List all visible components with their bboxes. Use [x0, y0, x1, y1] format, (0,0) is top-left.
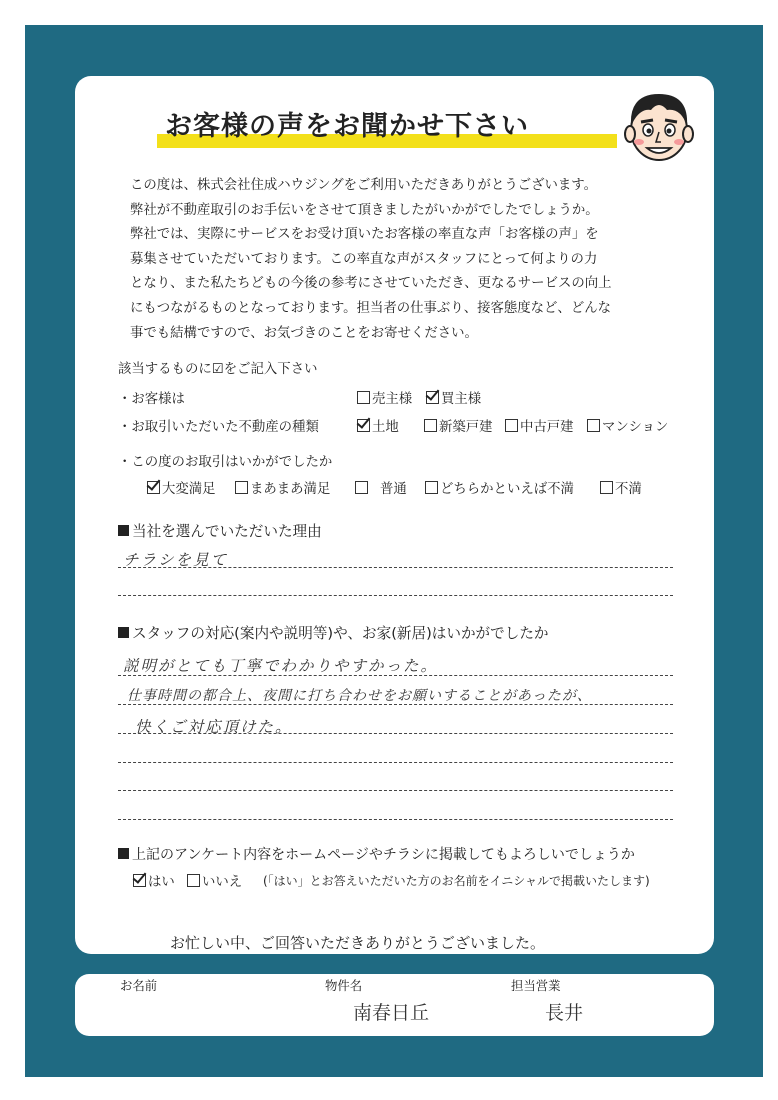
- square-bullet-icon: [118, 627, 129, 638]
- checkbox[interactable]: [235, 481, 248, 494]
- option-label: いいえ: [202, 875, 243, 890]
- option-label: 不満: [615, 482, 642, 497]
- property-new-house-option[interactable]: [424, 416, 493, 435]
- staff-name-value[interactable]: 長井: [545, 1002, 584, 1024]
- property-land-option[interactable]: [357, 416, 399, 435]
- survey-card: [75, 76, 714, 954]
- publish-note: (「はい」とお答えいただいた方のお名前をイニシャルで掲載いたします): [263, 874, 650, 888]
- answer-line: [118, 762, 673, 763]
- option-label: 買主様: [441, 392, 482, 407]
- page-title: お客様の声をお聞かせ下さい: [165, 111, 529, 142]
- reason-heading: [118, 520, 322, 541]
- staff-answer-line-1[interactable]: 説明がとても丁寧でわかりやすかった。: [123, 657, 439, 675]
- publish-yes-option[interactable]: [133, 871, 175, 890]
- answer-line: [118, 595, 673, 596]
- satisfaction-normal-option[interactable]: [355, 478, 407, 497]
- property-name-label: 物件名: [325, 978, 363, 993]
- checkbox[interactable]: [600, 481, 613, 494]
- mascot-face-icon: [623, 86, 695, 166]
- footer-panel: [75, 974, 714, 1036]
- answer-line: [118, 733, 673, 734]
- answer-line: [118, 704, 673, 705]
- section-heading-text: 当社を選んでいただいた理由: [132, 523, 322, 540]
- intro-line: 弊社が不動産取引のお手伝いをさせて頂きましたがいかがでしたでしょうか。: [130, 202, 599, 218]
- answer-line: [118, 819, 673, 820]
- checkbox-checked[interactable]: [133, 874, 146, 887]
- option-label: 売主様: [372, 392, 413, 407]
- section-heading-text: スタッフの対応(案内や説明等)や、お家(新居)はいかがでしたか: [132, 625, 549, 642]
- publish-no-option[interactable]: [187, 871, 242, 890]
- square-bullet-icon: [118, 525, 129, 536]
- checkbox[interactable]: [187, 874, 200, 887]
- checkbox-checked[interactable]: [426, 391, 439, 404]
- intro-line: 弊社では、実際にサービスをお受け頂いたお客様の率直な声「お客様の声」を: [130, 227, 599, 243]
- customer-seller-option[interactable]: [357, 388, 412, 407]
- property-type-label: ・お取引いただいた不動産の種類: [118, 420, 319, 435]
- option-label: はい: [148, 875, 175, 890]
- option-label: 普通: [380, 482, 407, 497]
- checkbox-checked[interactable]: [147, 481, 160, 494]
- staff-heading: [118, 622, 549, 643]
- intro-line: 事でも結構ですので、お気づきのことをお寄せください。: [130, 325, 478, 341]
- staff-name-label: 担当営業: [511, 978, 561, 993]
- option-label: 大変満足: [162, 482, 216, 497]
- reason-answer[interactable]: チラシを見て: [123, 551, 229, 569]
- section-heading-text: 上記のアンケート内容をホームページやチラシに掲載してもよろしいでしょうか: [132, 847, 635, 863]
- checkbox[interactable]: [357, 391, 370, 404]
- satisfaction-dissatisfied-option[interactable]: [600, 478, 642, 497]
- satisfaction-label: ・この度のお取引はいかがでしたか: [118, 455, 333, 470]
- intro-line: となり、また私たちどもの今後の参考にさせていただき、更なるサービスの向上: [130, 276, 612, 292]
- square-bullet-icon: [118, 848, 129, 859]
- checkbox-checked[interactable]: [357, 419, 370, 432]
- checkbox[interactable]: [424, 419, 437, 432]
- staff-answer-line-3[interactable]: 快くご対応頂けた。: [135, 718, 293, 736]
- intro-text: [130, 174, 690, 346]
- option-label: 新築戸建: [439, 420, 493, 435]
- option-label: まあまあ満足: [250, 482, 331, 497]
- answer-line: [118, 790, 673, 791]
- thanks-message: お忙しい中、ご回答いただきありがとうございました。: [170, 934, 546, 952]
- option-label: 土地: [372, 420, 399, 435]
- option-label: どちらかといえば不満: [440, 482, 574, 497]
- name-label: お名前: [120, 978, 158, 993]
- property-mansion-option[interactable]: [587, 416, 668, 435]
- satisfaction-somewhat-dissatisfied-option[interactable]: [425, 478, 574, 497]
- property-used-house-option[interactable]: [505, 416, 574, 435]
- answer-line: [118, 567, 673, 568]
- title-area: [165, 104, 605, 152]
- satisfaction-very-option[interactable]: [147, 478, 216, 497]
- publish-heading: [118, 844, 635, 864]
- intro-line: この度は、株式会社住成ハウジングをご利用いただきありがとうございます。: [130, 178, 597, 193]
- option-label: 中古戸建: [520, 420, 574, 435]
- staff-answer-line-2[interactable]: 仕事時間の都合上、夜間に打ち合わせをお願いすることがあったが、: [127, 688, 592, 704]
- intro-line: にもつながるものとなっております。担当者の仕事ぶり、接客態度など、どんな: [130, 300, 611, 316]
- answer-line: [118, 675, 673, 676]
- checkbox[interactable]: [587, 419, 600, 432]
- checkbox[interactable]: [425, 481, 438, 494]
- checkbox[interactable]: [355, 481, 368, 494]
- customer-label: ・お客様は: [118, 392, 185, 407]
- satisfaction-fair-option[interactable]: [235, 478, 330, 497]
- customer-buyer-option[interactable]: [426, 388, 481, 407]
- checkbox[interactable]: [505, 419, 518, 432]
- option-label: マンション: [602, 420, 669, 435]
- intro-line: 募集させていただいております。この率直な声がスタッフにとって何よりの力: [130, 251, 598, 267]
- property-name-value[interactable]: 南春日丘: [353, 1002, 430, 1024]
- check-instruction: 該当するものに☑をご記入下さい: [118, 362, 318, 377]
